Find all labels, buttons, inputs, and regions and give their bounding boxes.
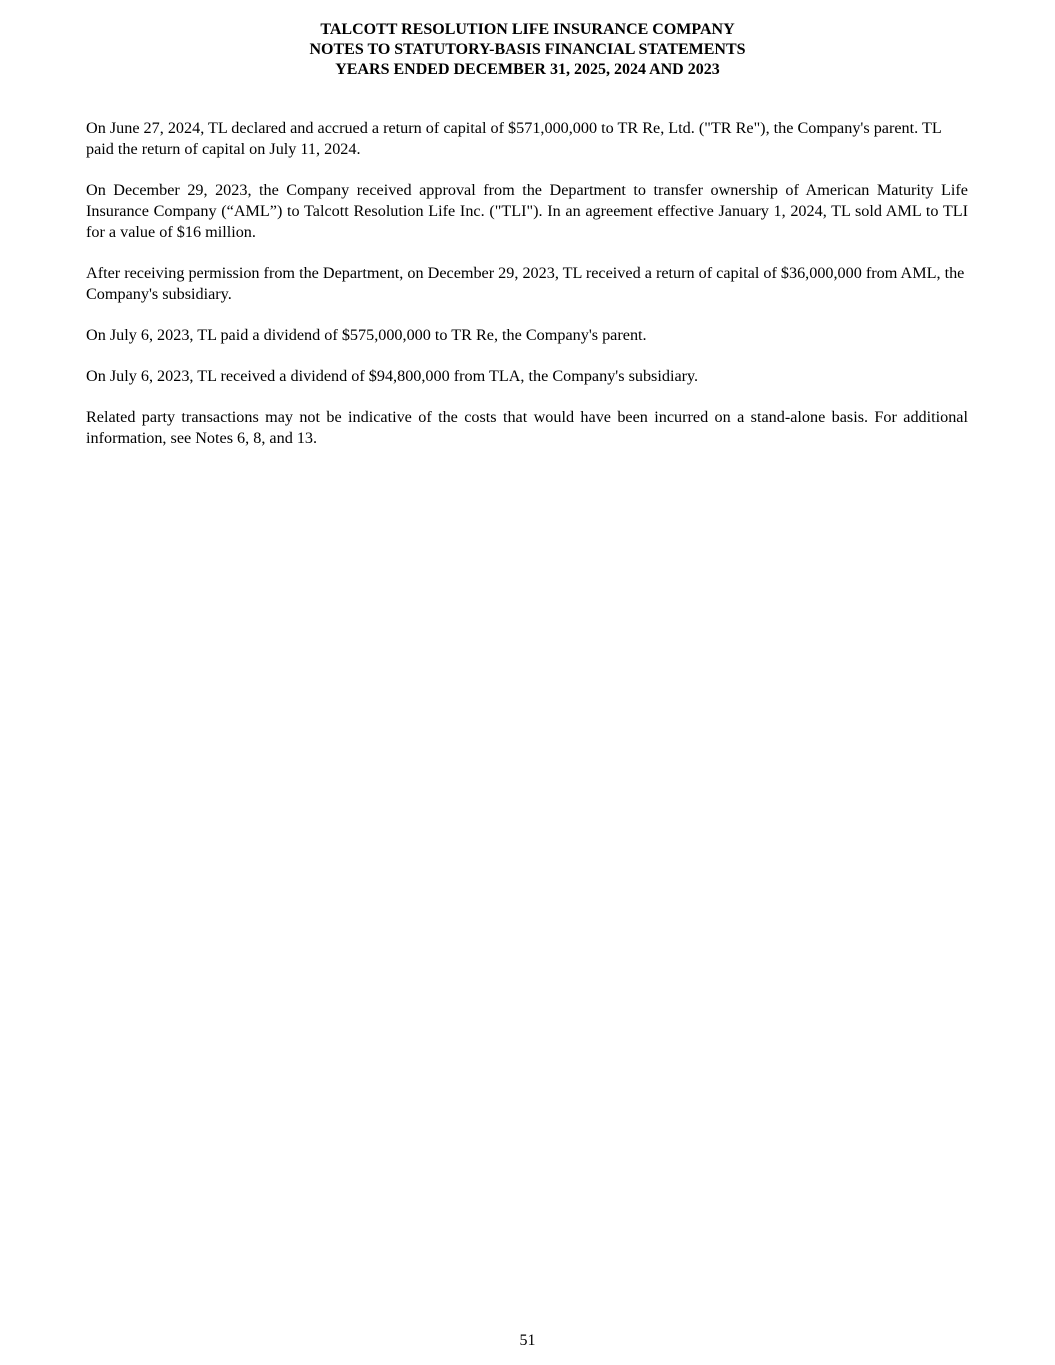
page-number: 51 <box>519 1332 536 1349</box>
period-subtitle: YEARS ENDED DECEMBER 31, 2025, 2024 AND 2023 <box>335 61 720 78</box>
paragraph-aml-transfer: On December 29, 2023, the Company received approval from the Department to transfer ownership of American Maturity Life Insurance Company (“AML”) to Talcott Resolution Life Inc. ("TLI"). In an agreement effective January 1, 2024, TL sold AML to TLI for a value of $16 million. <box>86 181 968 241</box>
company-name: TALCOTT RESOLUTION LIFE INSURANCE COMPANY <box>320 21 735 38</box>
paragraph-related-party-note: Related party transactions may not be indicative of the costs that would have been incurred on a stand-alone basis. For additional information, see Notes 6, 8, and 13. <box>86 408 968 447</box>
notes-body <box>86 118 968 469</box>
document-header <box>0 20 1055 80</box>
paragraph-dividend-paid: On July 6, 2023, TL paid a dividend of $575,000,000 to TR Re, the Company's parent. <box>86 326 647 344</box>
paragraph-return-of-capital-2024: On June 27, 2024, TL declared and accrued a return of capital of $571,000,000 to TR Re, Ltd. ("TR Re"), the Company's parent. TL paid the return of capital on July 11, 2024. <box>86 119 942 158</box>
document-title: NOTES TO STATUTORY-BASIS FINANCIAL STATEMENTS <box>309 41 746 58</box>
paragraph-return-of-capital-aml: After receiving permission from the Department, on December 29, 2023, TL received a return of capital of $36,000,000 from AML, the Company's subsidiary. <box>86 264 965 303</box>
paragraph-dividend-received: On July 6, 2023, TL received a dividend of $94,800,000 from TLA, the Company's subsidiary. <box>86 367 699 385</box>
